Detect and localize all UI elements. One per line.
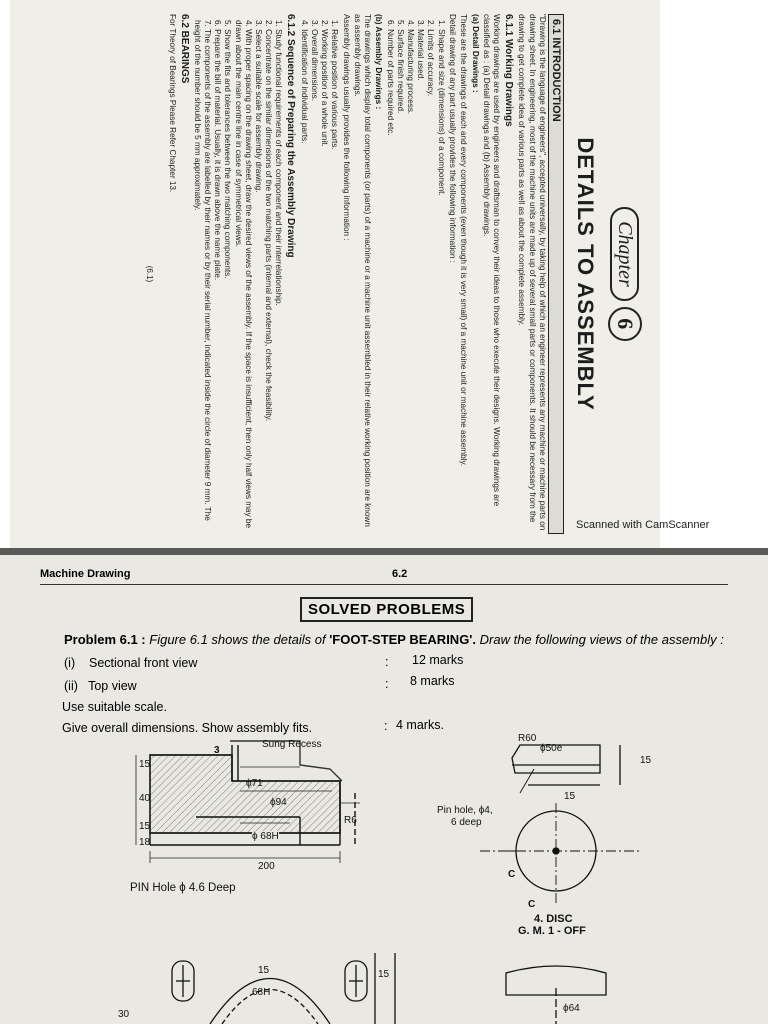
chapter-number: 6 bbox=[608, 307, 642, 341]
colon: : bbox=[385, 655, 389, 669]
detail-list-item: 2. Limits of accuracy. bbox=[426, 20, 436, 97]
intro-text: "Drawing is the language of engineers", accepted universally, by taking help of which an engineer represents any machine or machine parts on drawing sheet. In engineering, most of the machine units are made up of several small parts or components. It should be necessary from the drawing to get complete idea of various parts as well as about the complete assembly. bbox=[517, 14, 547, 531]
label-dim-200: 200 bbox=[258, 861, 275, 872]
colon: : bbox=[384, 719, 388, 733]
problem-figure-ref: Figure 6.1 shows the details of bbox=[149, 632, 326, 647]
page-number: (6.1) bbox=[145, 265, 155, 283]
sequence-heading: 6.1.2 Sequence of Preparing the Assembly Drawing bbox=[285, 14, 297, 258]
colon: : bbox=[385, 677, 389, 691]
detail-heading: (a) Detail Drawings : bbox=[470, 14, 480, 93]
label-pin-hole-disc: Pin hole, ϕ4, bbox=[437, 805, 493, 816]
sequence-item: 2. Concentrate on the similar dimensions of the two matching parts (internal and external), check the feasibility. bbox=[264, 20, 274, 422]
marks-dims: 4 marks. bbox=[396, 718, 444, 732]
intro-heading: 6.1 INTRODUCTION bbox=[548, 14, 564, 534]
label-side-30: 30 bbox=[118, 1009, 130, 1020]
bearings-text: For Theory of Bearings Please Refer Chapter 13. bbox=[167, 14, 177, 193]
detail-list-item: 3. Material used. bbox=[416, 20, 426, 81]
detail-intro: Detail drawing of any part usually provides the following information : bbox=[447, 14, 457, 263]
assembly-text: The drawings which display total components (or parts) of a machine or a machine unit assembled in their relative working position are known as assembly drawings. bbox=[352, 14, 373, 527]
engineering-drawing-svg bbox=[0, 733, 768, 1024]
sequence-item: 1. Study functional requirements of each component and their interrelationship. bbox=[274, 20, 284, 306]
detail-text: These are the drawings of each and every components (even though it is very small) of a machine unit or machine assembly. bbox=[459, 14, 469, 467]
sequence-item: 6. Prepare the bill of material. Usually, it is drawn above the name plate. bbox=[213, 20, 223, 281]
assembly-heading: (b) Assembly Drawings : bbox=[374, 14, 384, 110]
label-dim-68: ϕ 68H bbox=[252, 831, 279, 842]
section-box-title: SOLVED PROBLEMS bbox=[300, 597, 473, 622]
sequence-item: 7. The components of the assembly are labelled by their names or by their serial number, indicated inside the circle of diameter 9 mm. The height of the number should be 5 mm approximately. bbox=[192, 20, 212, 521]
lower-views bbox=[172, 953, 606, 1024]
label-height-15: 15 bbox=[139, 759, 151, 770]
sequence-item: 5. Show the fits and tolerances between the two matching components. bbox=[223, 20, 233, 279]
working-drawings-text: Working drawings are used by engineers and draftsman to convey their ideas to those who execute their designs. Working drawings are classified as : (a) Detail drawings and (b) Assembly drawings. bbox=[481, 14, 502, 507]
detail-list-item: 4. Manufacturing process. bbox=[406, 20, 416, 115]
page-header bbox=[40, 568, 728, 585]
label-dim-94: ϕ94 bbox=[270, 797, 287, 808]
chapter-title: DETAILS TO ASSEMBLY bbox=[573, 137, 598, 411]
marks-top-view: 8 marks bbox=[410, 674, 455, 688]
detail-list-item: 1. Shape and size (dimensions) of a component. bbox=[436, 20, 446, 196]
assembly-list-item: 3. Overall dimensions. bbox=[309, 20, 319, 101]
label-dim-3: 3 bbox=[214, 745, 220, 756]
header-book-title: Machine Drawing bbox=[40, 568, 131, 580]
working-drawings-heading: 6.1.1 Working Drawings bbox=[503, 14, 515, 127]
label-dim-15-right: 15 bbox=[378, 969, 390, 980]
label-dim-71: ϕ71 bbox=[246, 778, 263, 789]
disc-drawing bbox=[480, 745, 640, 903]
label-dim-50: ϕ50e bbox=[540, 743, 563, 754]
marks-front-view: 12 marks bbox=[412, 653, 464, 667]
problem-statement bbox=[64, 632, 754, 647]
body-section-view bbox=[150, 741, 355, 845]
label-dim-15-lower: 15 bbox=[258, 965, 270, 976]
label-dim-64: ϕ64 bbox=[563, 1003, 580, 1014]
label-section-c-top: C bbox=[508, 869, 516, 880]
solved-problems-page bbox=[0, 555, 768, 1024]
label-r6: R6 bbox=[344, 815, 357, 826]
disc-title: 4. DISC bbox=[534, 913, 573, 925]
assembly-list-item: 4. Identification of individual parts. bbox=[299, 20, 309, 144]
assembly-intro: Assembly drawings usually provides the following information : bbox=[341, 14, 351, 241]
label-dim-15-disc: 15 bbox=[564, 791, 576, 802]
label-dim-68-lower: 68H bbox=[252, 987, 271, 998]
disc-material: G. M. 1 - OFF bbox=[518, 925, 586, 937]
label-height-40: 40 bbox=[139, 793, 151, 804]
rotated-page bbox=[10, 0, 660, 548]
label-pin-hole-depth: 6 deep bbox=[451, 817, 482, 828]
problem-label: Problem 6.1 : bbox=[64, 632, 146, 647]
label-sung-recess: Sung Recess bbox=[262, 739, 322, 750]
assembly-list-item: 1. Relative position of various parts. bbox=[330, 20, 340, 150]
label-dim-15-vertical: 15 bbox=[640, 755, 652, 766]
question-top-view: (ii) Top view bbox=[64, 679, 137, 693]
problem-name: 'FOOT-STEP BEARING'. bbox=[329, 632, 477, 647]
label-section-c-bottom: C bbox=[528, 899, 536, 910]
assembly-list-item: 2. Working position of a whole unit. bbox=[320, 20, 330, 147]
detail-list-item: 6. Number of parts required etc. bbox=[385, 20, 395, 136]
scale-note: Use suitable scale. bbox=[62, 700, 167, 714]
chapter-word: Chapter bbox=[611, 207, 640, 301]
detail-list-item: 5. Surface finish required. bbox=[395, 20, 405, 114]
dims-note: Give overall dimensions. Show assembly fits. bbox=[62, 721, 313, 735]
label-pin-hole-body: PIN Hole ϕ 4.6 Deep bbox=[130, 882, 236, 894]
question-front-view: (i) Sectional front view bbox=[64, 656, 198, 670]
label-r60: R60 bbox=[518, 733, 537, 744]
scanner-watermark: Scanned with CamScanner bbox=[576, 519, 710, 531]
problem-task: Draw the following views of the assembly : bbox=[479, 632, 724, 647]
sequence-item: 4. With proper spacing on the drawing sheet, draw the desired views of the assembly. If the space is insufficient, then only half views may be drawn about the main centre line in case of symmetrical views. bbox=[233, 20, 253, 529]
bearings-heading: 6.2 BEARINGS bbox=[178, 14, 190, 84]
figure-6-1-drawing bbox=[0, 733, 768, 1024]
chapter-badge bbox=[608, 14, 642, 534]
label-height-18: 18 bbox=[139, 837, 151, 848]
label-height-15b: 15 bbox=[139, 821, 151, 832]
header-page-number: 6.2 bbox=[392, 568, 408, 580]
sequence-item: 3. Select a suitable scale for assembly drawing. bbox=[254, 20, 263, 193]
